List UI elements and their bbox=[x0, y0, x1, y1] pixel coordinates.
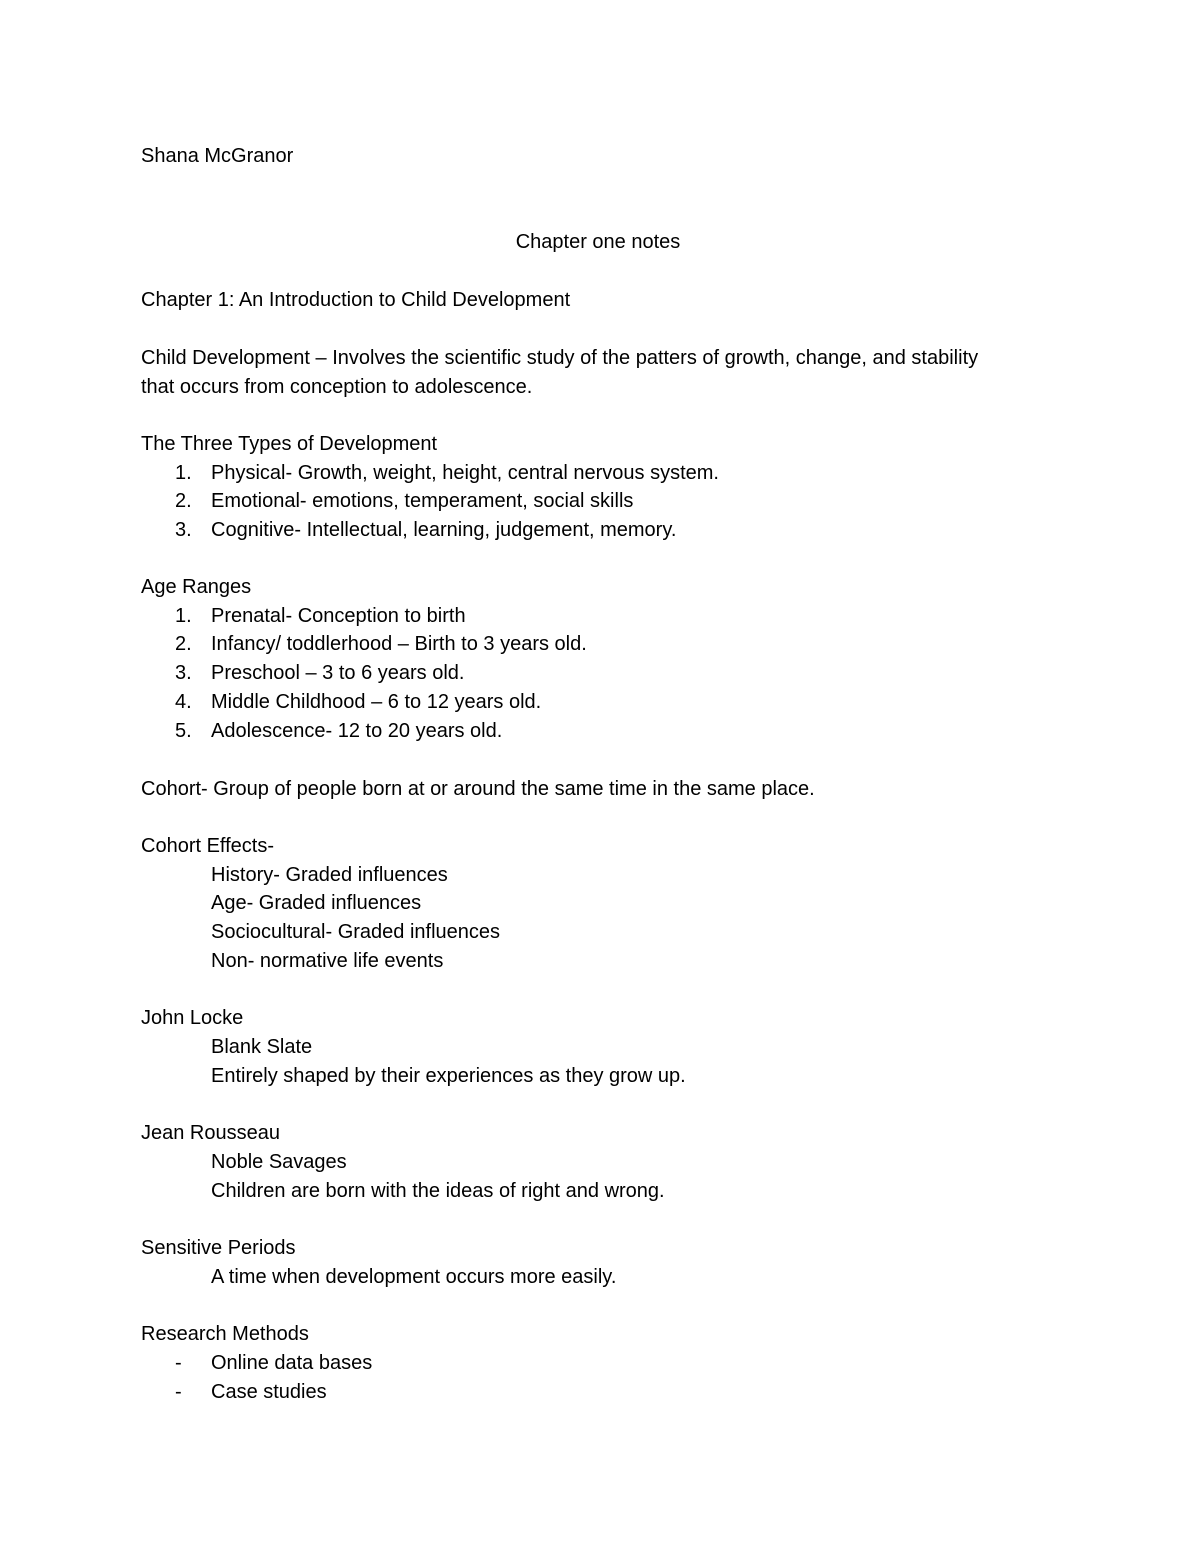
list-item: Adolescence- 12 to 20 years old. bbox=[211, 720, 503, 742]
chapter-heading: Chapter 1: An Introduction to Child Development bbox=[141, 289, 571, 311]
research-methods-heading: Research Methods bbox=[141, 1323, 309, 1345]
age-ranges-heading: Age Ranges bbox=[141, 576, 252, 598]
john-locke-heading: John Locke bbox=[141, 1007, 244, 1029]
list-item: Case studies bbox=[211, 1381, 327, 1403]
list-item: Physical- Growth, weight, height, central nervous system. bbox=[211, 462, 719, 484]
definition-line-1: Child Development – Involves the scientific study of the patters of growth, change, and stability bbox=[141, 347, 979, 369]
list-marker: - bbox=[175, 1381, 182, 1403]
list-marker: 4. bbox=[175, 691, 192, 713]
cohort-definition: Cohort- Group of people born at or around the same time in the same place. bbox=[141, 778, 815, 800]
list-item: Infancy/ toddlerhood – Birth to 3 years old. bbox=[211, 633, 587, 655]
list-item: Middle Childhood – 6 to 12 years old. bbox=[211, 691, 542, 713]
list-marker: - bbox=[175, 1352, 182, 1374]
list-item: Age- Graded influences bbox=[211, 892, 422, 914]
sensitive-periods-heading: Sensitive Periods bbox=[141, 1237, 296, 1259]
list-marker: 2. bbox=[175, 633, 192, 655]
list-marker: 2. bbox=[175, 490, 192, 512]
list-item: Prenatal- Conception to birth bbox=[211, 605, 466, 627]
list-item: A time when development occurs more easily. bbox=[211, 1266, 617, 1288]
list-item: Blank Slate bbox=[211, 1036, 313, 1058]
list-marker: 5. bbox=[175, 720, 192, 742]
list-marker: 3. bbox=[175, 662, 192, 684]
definition-line-2: that occurs from conception to adolescence. bbox=[141, 376, 533, 398]
list-item: Sociocultural- Graded influences bbox=[211, 921, 501, 943]
list-marker: 1. bbox=[175, 605, 192, 627]
list-item: Children are born with the ideas of right and wrong. bbox=[211, 1180, 665, 1202]
cohort-effects-heading: Cohort Effects- bbox=[141, 835, 275, 857]
jean-rousseau-heading: Jean Rousseau bbox=[141, 1122, 280, 1144]
list-item: Entirely shaped by their experiences as they grow up. bbox=[211, 1065, 686, 1087]
list-item: Online data bases bbox=[211, 1352, 373, 1374]
list-item: Emotional- emotions, temperament, social skills bbox=[211, 490, 634, 512]
list-item: Preschool – 3 to 6 years old. bbox=[211, 662, 465, 684]
types-heading: The Three Types of Development bbox=[141, 433, 438, 455]
document-title: Chapter one notes bbox=[515, 231, 681, 253]
list-item: Non- normative life events bbox=[211, 950, 444, 972]
list-item: Cognitive- Intellectual, learning, judgement, memory. bbox=[211, 519, 677, 541]
list-marker: 3. bbox=[175, 519, 192, 541]
author-name: Shana McGranor bbox=[141, 145, 294, 167]
list-item: History- Graded influences bbox=[211, 864, 448, 886]
list-marker: 1. bbox=[175, 462, 192, 484]
list-item: Noble Savages bbox=[211, 1151, 347, 1173]
